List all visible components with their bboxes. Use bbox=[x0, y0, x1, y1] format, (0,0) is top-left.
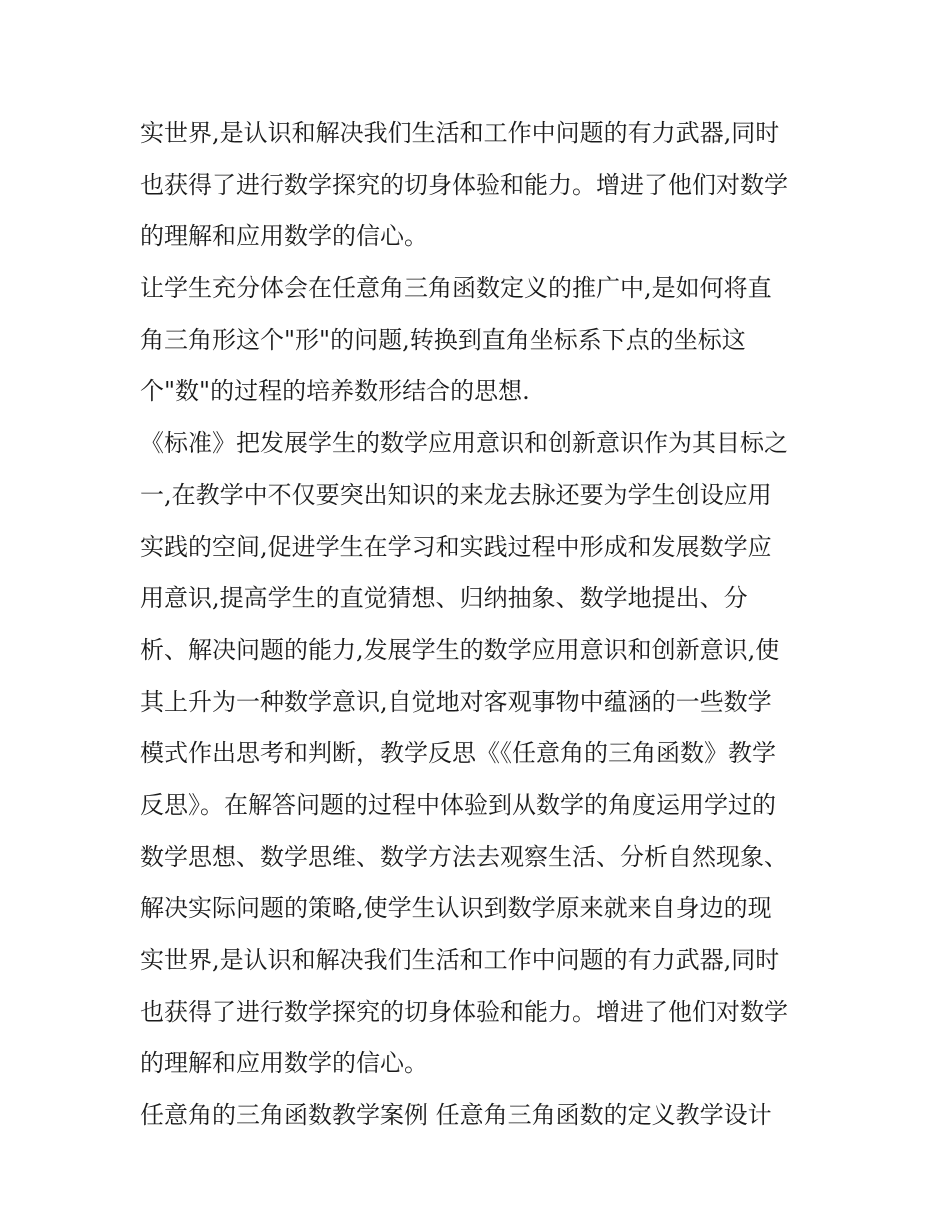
text-line: 实世界,是认识和解决我们生活和工作中问题的有力武器,同时 bbox=[140, 119, 780, 147]
text-line: 角三角形这个"形"的问题,转换到直角坐标系下点的坐标这 bbox=[140, 325, 746, 354]
text-line: 实世界,是认识和解决我们生活和工作中问题的有力武器,同时 bbox=[140, 946, 780, 974]
text-line: 的理解和应用数学的信心。 bbox=[140, 222, 428, 251]
text-line: 数学思想、数学思维、数学方法去观察生活、分析自然现象、 bbox=[140, 842, 788, 871]
text-line: 的理解和应用数学的信心。 bbox=[140, 1049, 428, 1078]
document-body bbox=[140, 108, 830, 1142]
text-line: 也获得了进行数学探究的切身体验和能力。增进了他们对数学 bbox=[140, 997, 788, 1026]
text-line: 其上升为一种数学意识,自觉地对客观事物中蕴涵的一些数学 bbox=[140, 687, 772, 716]
text-line: 也获得了进行数学探究的切身体验和能力。增进了他们对数学 bbox=[140, 170, 788, 199]
text-line: 《标准》把发展学生的数学应用意识和创新意识作为其目标之 bbox=[140, 429, 788, 458]
text-line: 让学生充分体会在任意角三角函数定义的推广中,是如何将直 bbox=[140, 274, 772, 303]
text-line: 反思》。在解答问题的过程中体验到从数学的角度运用学过的 bbox=[140, 790, 776, 819]
text-line: 析、解决问题的能力,发展学生的数学应用意识和创新意识,使 bbox=[140, 635, 780, 664]
text-line: 一,在教学中不仅要突出知识的来龙去脉还要为学生创设应用 bbox=[140, 480, 772, 509]
text-line: 模式作出思考和判断，教学反思《《任意角的三角函数》教学 bbox=[140, 739, 776, 768]
text-line: 实践的空间,促进学生在学习和实践过程中形成和发展数学应 bbox=[140, 532, 772, 561]
text-line: 任意角的三角函数教学案例 任意角三角函数的定义教学设计 bbox=[140, 1101, 772, 1130]
text-line: 解决实际问题的策略,使学生认识到数学原来就来自身边的现 bbox=[140, 894, 772, 923]
text-line: 用意识,提高学生的直觉猜想、归纳抽象、数学地提出、分 bbox=[140, 584, 748, 613]
text-line: 个"数"的过程的培养数形结合的思想. bbox=[140, 377, 530, 406]
